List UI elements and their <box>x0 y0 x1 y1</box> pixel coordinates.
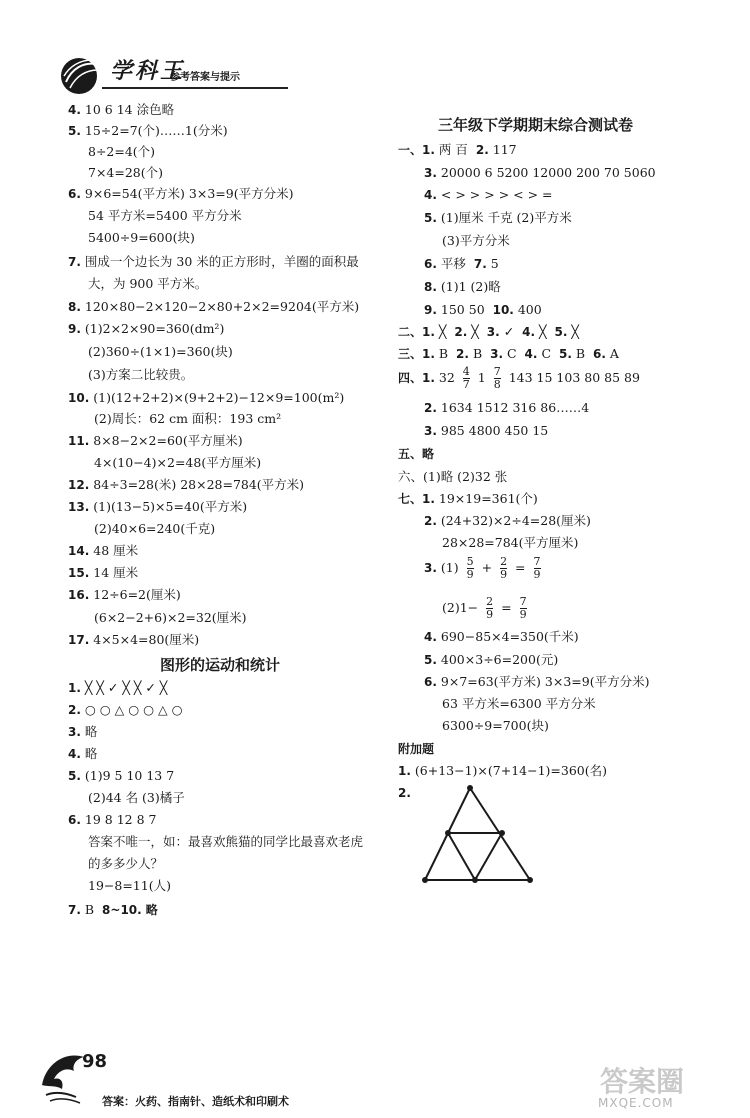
answer-text: 54 平方米=5400 平方分米 <box>88 208 242 223</box>
item-number: 5. <box>424 211 437 225</box>
leaf-ball-logo-icon <box>58 56 100 96</box>
triangle-lines <box>425 788 530 880</box>
answer-text: A <box>609 346 619 361</box>
answer-text: 19×19=361(个) <box>438 491 538 506</box>
header-tagline: 参考答案与提示 <box>170 72 240 83</box>
item-number: 5. <box>68 124 81 138</box>
fraction <box>494 366 501 391</box>
answer-text: 12÷6=2(厘米) <box>93 587 181 602</box>
item-number: 4. <box>522 325 536 339</box>
answer-text: 690−85×4=350(千米) <box>440 629 579 644</box>
denominator: 9 <box>519 608 527 622</box>
answer-text: ╳ ╳ ✓ ╳ ╳ ✓ ╳ <box>84 680 168 695</box>
answer-text: ╳ <box>539 324 547 339</box>
item-number: 2. <box>424 401 437 415</box>
answer-text: (2)44 名 (3)橘子 <box>88 790 185 805</box>
item-number: 10. <box>492 303 514 317</box>
answer-text: 120×80−2×120−2×80+2×2=9204(平方米) <box>84 299 360 314</box>
item-number: 3. <box>424 166 437 180</box>
numerator: 2 <box>500 555 508 568</box>
answer-text: B <box>84 902 95 917</box>
item-number: 四、1. <box>398 371 435 386</box>
answer-text: 84÷3=28(米) 28×28=784(平方米) <box>93 477 305 492</box>
denominator: 8 <box>493 378 501 392</box>
fraction <box>486 596 493 621</box>
item-number: 一、1. <box>398 143 435 157</box>
item-number: 8~10. <box>102 903 142 917</box>
answer-text: 略 <box>84 746 98 761</box>
answer-text: 143 15 103 80 85 89 <box>508 370 640 386</box>
answer-text: 14 厘米 <box>93 565 139 580</box>
answer-text: 9×6=54(平方米) 3×3=9(平方分米) <box>84 186 294 201</box>
item-number: 7. <box>473 257 487 271</box>
answer-text: C <box>541 346 552 361</box>
denominator: 9 <box>466 568 474 582</box>
answer-text: ✓ <box>503 324 515 339</box>
item-number: 5. <box>558 347 572 361</box>
watermark: 答案圈 <box>600 1065 685 1098</box>
triangle-matchstick-figure <box>415 783 555 893</box>
item-number: 3. <box>486 325 500 339</box>
item-number: 6. <box>424 257 437 271</box>
numerator: 2 <box>486 595 494 608</box>
item-number: 7. <box>68 903 81 917</box>
numerator: 5 <box>466 555 474 568</box>
fraction <box>463 366 470 391</box>
answer-text: 略 <box>84 724 98 739</box>
item-number: 6. <box>68 813 81 827</box>
watermark-url: MXQE.COM <box>598 1096 674 1110</box>
item-number: 3. <box>424 424 437 438</box>
answer-text: (1)(13−5)×5=40(平方米) <box>93 499 248 514</box>
item-number: 5. <box>554 325 568 339</box>
answer-text: (2)40×6=240(千克) <box>94 521 216 536</box>
answer-text: 1634 1512 316 86……4 <box>440 400 590 415</box>
answer-text: 400×3÷6=200(元) <box>440 652 559 667</box>
answer-text: 150 50 <box>440 302 485 317</box>
item-number: 2. <box>68 703 81 717</box>
item-number: 4. <box>68 747 81 761</box>
header <box>58 52 288 100</box>
answer-text: 六、(1)略 (2)32 张 <box>398 469 508 484</box>
answer-text: 8×8−2×2=60(平方厘米) <box>93 433 243 448</box>
operator: = <box>515 560 526 576</box>
numerator: 7 <box>519 595 527 608</box>
operator: + <box>481 560 493 576</box>
answer-text: (1)(12+2+2)×(9+2+2)−12×9=100(m²) <box>93 390 345 405</box>
item-number: 2. <box>456 347 469 361</box>
item-number: 15. <box>68 566 90 580</box>
answer-text: 五、略 <box>398 447 435 461</box>
item-number: 4. <box>424 630 437 644</box>
answer-text: 28×28=784(平方厘米) <box>442 535 579 550</box>
answer-text: (1)厘米 千克 (2)平方米 <box>440 210 572 225</box>
answer-text: (6+13−1)×(7+14−1)=360(名) <box>414 763 607 778</box>
item-number: 12. <box>68 478 90 492</box>
item-number: 5. <box>424 653 437 667</box>
item-number: 2. <box>424 514 437 528</box>
answer-text: 32 <box>438 370 455 386</box>
answer-text: 20000 6 5200 12000 200 70 5060 <box>440 165 656 180</box>
answer-text: 48 厘米 <box>93 543 139 558</box>
answer-text: C <box>507 346 517 361</box>
answer-text: 10 6 14 涂色略 <box>84 102 175 117</box>
answer-text: 5 <box>490 256 499 271</box>
answer-text: ○ ○ △ ○ ○ △ ○ <box>84 702 183 717</box>
item-number: 9. <box>68 322 81 336</box>
answer-text: < > > > > < > = <box>440 187 553 202</box>
section-title: 附加题 <box>398 742 435 756</box>
item-number: 16. <box>68 588 90 602</box>
answer-text: ╳ <box>438 324 447 339</box>
answer-text: 围成一个边长为 30 米的正方形时，羊圈的面积最 <box>84 254 359 269</box>
item-number: 11. <box>68 434 90 448</box>
answer-text: 7×4=28(个) <box>88 165 164 180</box>
item-number: 5. <box>68 769 81 783</box>
item-number: 2. <box>475 143 489 157</box>
page-title: 三年级下学期期末综合测试卷 <box>438 116 634 134</box>
answer-text: 985 4800 450 15 <box>440 423 549 438</box>
item-number: 2. <box>454 325 468 339</box>
answer-text: (3)平方分米 <box>442 233 510 248</box>
answer-text: 19−8=11(人) <box>88 878 171 893</box>
answer-text: 的多多少人？ <box>88 856 164 871</box>
fraction <box>500 556 507 581</box>
numerator: 4 <box>462 365 470 378</box>
answer-text: B <box>575 346 586 361</box>
answer-text: B <box>438 346 449 361</box>
answer-text: 两 百 <box>438 142 468 157</box>
numerator: 7 <box>533 555 541 568</box>
item-number: 14. <box>68 544 90 558</box>
answer-text: 平移 <box>440 256 466 271</box>
item-number: 3. <box>424 561 437 576</box>
answer-text: (2)1− <box>442 600 479 616</box>
numerator: 7 <box>493 365 501 378</box>
item-number: 4. <box>524 347 538 361</box>
item-number: 3. <box>68 725 81 739</box>
footer-text: 答案：火药、指南针、造纸术和印刷术 <box>102 1095 289 1108</box>
item-number: 二、1. <box>398 325 435 339</box>
item-number: 10. <box>68 391 90 405</box>
answer-text: 9×7=63(平方米) 3×3=9(平方分米) <box>440 674 650 689</box>
denominator: 9 <box>486 608 494 622</box>
item-number: 4. <box>68 103 81 117</box>
item-number: 13. <box>68 500 90 514</box>
answer-text: 15÷2=7(个)……1(分米) <box>84 123 228 138</box>
item-number: 6. <box>424 675 437 689</box>
brand-title: 学科王 <box>110 59 186 84</box>
operator: = <box>501 600 512 616</box>
header-divider <box>102 87 288 89</box>
item-number: 七、1. <box>398 492 435 506</box>
answer-text: 63 平方米=6300 平方分米 <box>442 696 596 711</box>
item-number: 7. <box>68 255 81 269</box>
item-number: 9. <box>424 303 437 317</box>
footer <box>36 1045 336 1115</box>
answer-text: ╳ <box>571 324 579 339</box>
answer-text: 117 <box>492 142 517 157</box>
answer-text: (1)2×2×90=360(dm²) <box>84 321 225 336</box>
answer-text: (1)9 5 10 13 7 <box>84 768 175 783</box>
answer-text: 4×5×4=80(厘米) <box>93 632 200 647</box>
answer-text: (1) <box>440 560 459 576</box>
page-number: 98 <box>82 1051 108 1072</box>
item-number: 6. <box>68 187 81 201</box>
item-number: 4. <box>424 188 437 202</box>
denominator: 9 <box>500 568 508 582</box>
fraction <box>467 556 474 581</box>
answer-text: 大，为 900 平方米。 <box>88 276 208 291</box>
item-number: 3. <box>490 347 504 361</box>
section-title: 图形的运动和统计 <box>160 656 281 674</box>
fraction <box>520 596 527 621</box>
answer-text: (1)1 (2)略 <box>440 279 501 294</box>
answer-text: (2)周长：62 cm 面积：193 cm² <box>94 411 282 426</box>
denominator: 7 <box>462 378 470 392</box>
answer-text: 5400÷9=600(块) <box>88 230 195 245</box>
item-number: 三、1. <box>398 347 435 361</box>
answer-text: 8÷2=4(个) <box>88 144 156 159</box>
item-number: 17. <box>68 633 90 647</box>
answer-text: 答案不唯一，如：最喜欢熊猫的同学比最喜欢老虎 <box>88 834 364 849</box>
answer-text: (6×2−2+6)×2=32(厘米) <box>94 610 247 625</box>
answer-text: 19 8 12 8 7 <box>84 812 157 827</box>
answer-text: (3)方案二比较贵。 <box>88 367 194 382</box>
answer-text: 400 <box>517 302 542 317</box>
answer-text: 1 <box>477 370 486 386</box>
item-number: 1. <box>68 681 81 695</box>
item-number: 8. <box>68 300 81 314</box>
answer-text: 4×(10−4)×2=48(平方厘米) <box>94 455 262 470</box>
answer-text: 略 <box>145 903 158 917</box>
fraction <box>534 556 541 581</box>
item-number: 1. <box>398 764 411 778</box>
answer-text: (2)360÷(1×1)=360(块) <box>88 344 233 359</box>
answer-text: (24+32)×2÷4=28(厘米) <box>440 513 591 528</box>
answer-text: 6300÷9=700(块) <box>442 718 549 733</box>
answer-text: ╳ <box>471 324 479 339</box>
item-number: 2. <box>398 786 411 800</box>
answer-text: B <box>472 346 483 361</box>
item-number: 6. <box>593 347 606 361</box>
item-number: 8. <box>424 280 437 294</box>
denominator: 9 <box>533 568 541 582</box>
